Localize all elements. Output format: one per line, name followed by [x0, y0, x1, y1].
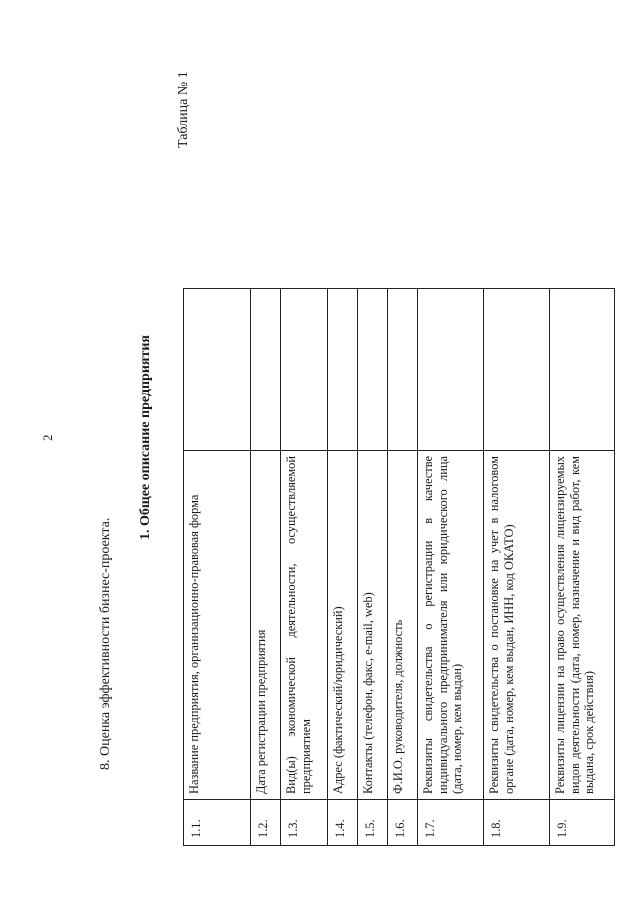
evaluation-heading: 8. Оценка эффективности бизнес-проекта.: [98, 517, 113, 770]
row-value: [418, 289, 484, 451]
row-number: 1.3.: [281, 800, 328, 846]
table-row: [388, 289, 418, 846]
row-description: Реквизиты лицензии на право осуществления лицензируемых видов деятельности (дата, номер, назначение и вид работ, кем выдана, срок действия): [550, 451, 615, 800]
row-number: 1.5.: [358, 800, 388, 846]
row-description: Реквизиты свидетельства о постановке на учет в налоговом органе (дата, номер, кем выдан, ИНН, код ОКАТО): [484, 451, 550, 800]
row-description: Вид(ы) экономической деятельности, осуществляемой предприятием: [281, 451, 328, 800]
row-number: 1.1.: [184, 800, 251, 846]
row-value: [484, 289, 550, 451]
row-value: [388, 289, 418, 451]
table-row: [550, 289, 615, 846]
table-row: [484, 289, 550, 846]
row-number: 1.7.: [418, 800, 484, 846]
table-row: [358, 289, 388, 846]
enterprise-description-table: [183, 288, 596, 846]
table-row: [184, 289, 251, 846]
row-description: Контакты (телефон, факс, e-mail, web): [358, 451, 388, 800]
row-value: [358, 289, 388, 451]
table-row: [418, 289, 484, 846]
row-description: Название предприятия, организационно-правовая форма: [184, 451, 251, 800]
row-number: 1.8.: [484, 800, 550, 846]
row-number: 1.4.: [328, 800, 358, 846]
table-row: [281, 289, 328, 846]
row-value: [328, 289, 358, 451]
row-description: Реквизиты свидетельства о регистрации в качестве индивидуального предпринимателя или юридического лица (дата, номер, кем выдан): [418, 451, 484, 800]
section-title: 1. Общее описание предприятия: [138, 335, 153, 540]
page-number: 2: [40, 434, 55, 441]
table-row: [251, 289, 281, 846]
row-description: Адрес (фактический/юридический): [328, 451, 358, 800]
row-value: [550, 289, 615, 451]
row-number: 1.2.: [251, 800, 281, 846]
row-value: [184, 289, 251, 451]
table-label: Таблица № 1: [176, 71, 191, 148]
row-number: 1.9.: [550, 800, 615, 846]
row-value: [251, 289, 281, 451]
row-description: Ф.И.О. руководителя, должность: [388, 451, 418, 800]
row-value: [281, 289, 328, 451]
table-row: [328, 289, 358, 846]
row-number: 1.6.: [388, 800, 418, 846]
row-description: Дата регистрации предприятия: [251, 451, 281, 800]
